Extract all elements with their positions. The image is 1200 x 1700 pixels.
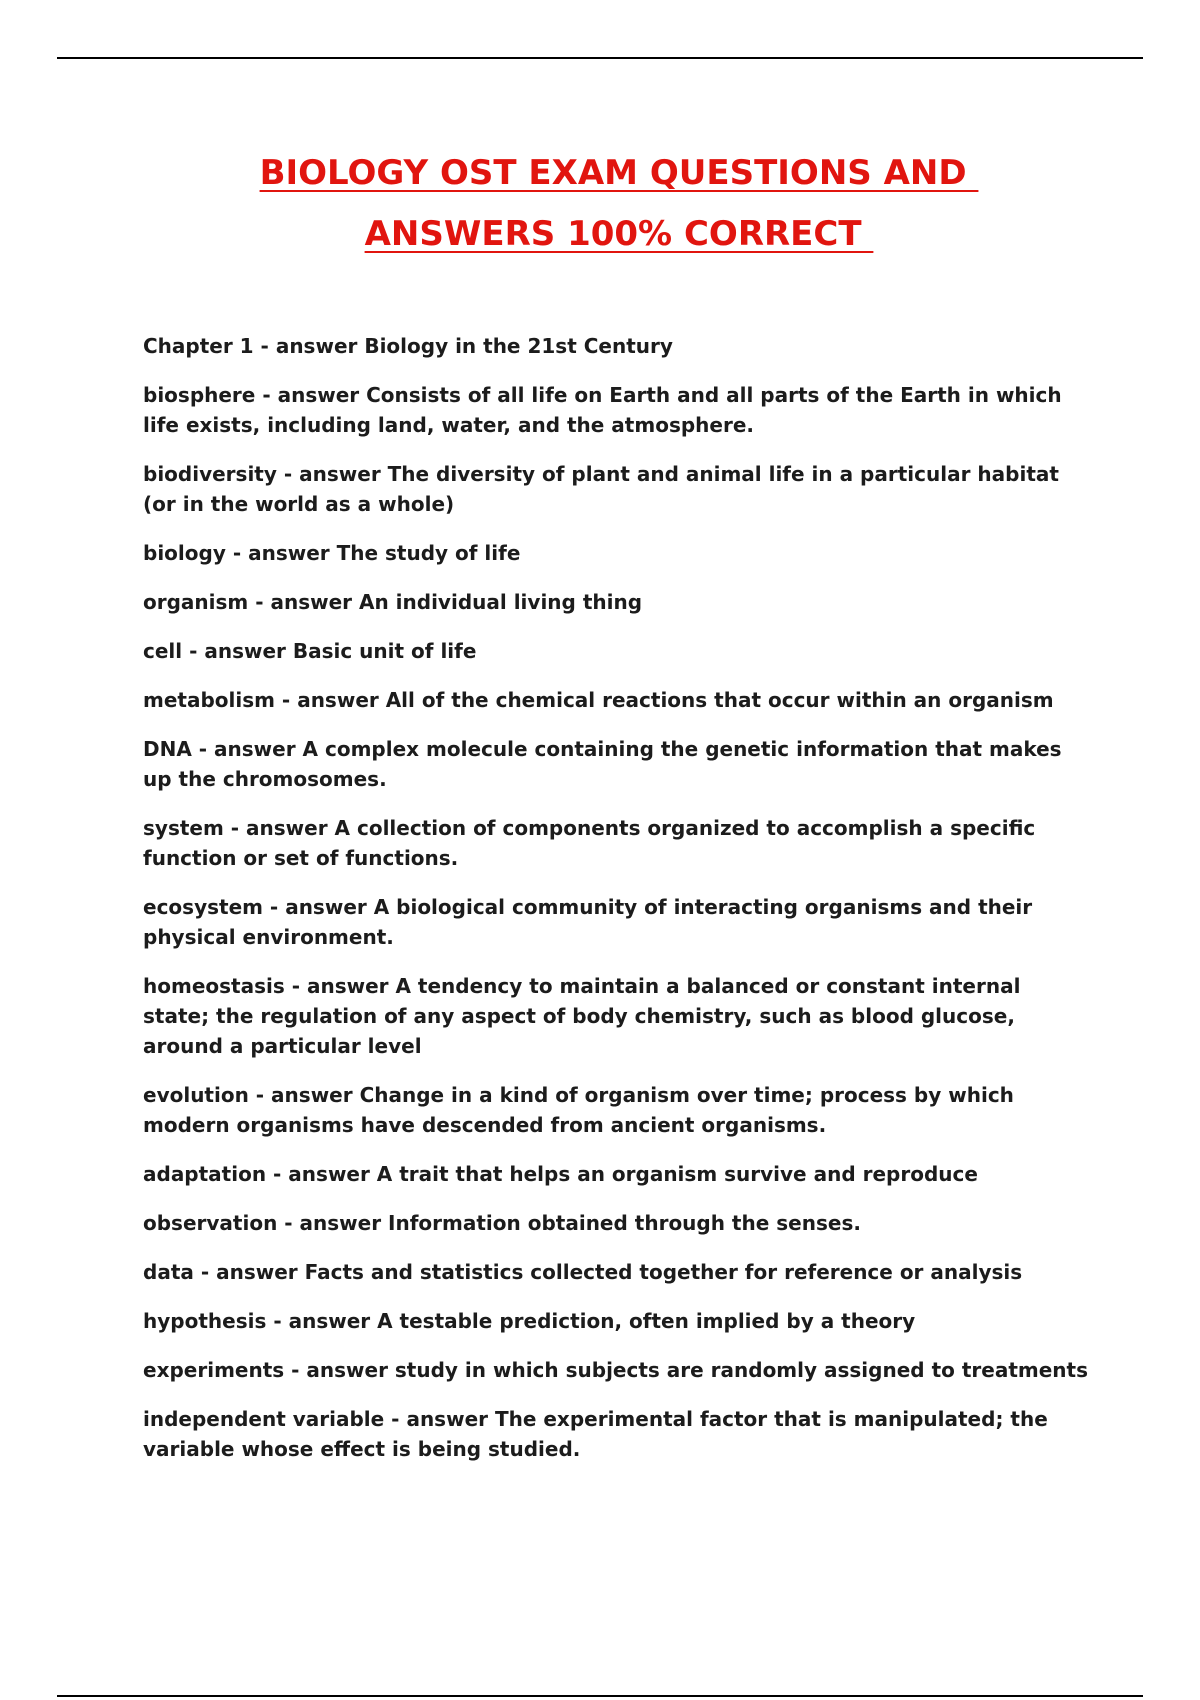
qa-entry-biodiversity: biodiversity - answer The diversity of plant and animal life in a particular habitat (or in the world as a whole)	[143, 462, 1059, 516]
qa-entry-metabolism: metabolism - answer All of the chemical reactions that occur within an organism	[143, 688, 1054, 712]
qa-entry-hypothesis: hypothesis - answer A testable prediction, often implied by a theory	[143, 1309, 916, 1333]
title-line-1: BIOLOGY OST EXAM QUESTIONS AND	[259, 153, 979, 193]
qa-entry-evolution: evolution - answer Change in a kind of organism over time; process by which modern organisms have descended from ancient organisms.	[143, 1083, 1014, 1137]
qa-entry-observation: observation - answer Information obtained through the senses.	[143, 1211, 861, 1235]
qa-entry-biology: biology - answer The study of life	[143, 541, 521, 565]
qa-entry-system: system - answer A collection of components organized to accomplish a specific function or set of functions.	[143, 816, 1036, 870]
qa-entry-dna: DNA - answer A complex molecule containing the genetic information that makes up the chromosomes.	[143, 737, 1062, 791]
qa-entry-cell: cell - answer Basic unit of life	[143, 639, 477, 663]
document-title	[0, 143, 1200, 265]
qa-entry-chapter: Chapter 1 - answer Biology in the 21st Century	[143, 334, 673, 358]
qa-entry-experiments: experiments - answer study in which subjects are randomly assigned to treatments	[143, 1358, 1088, 1382]
qa-entry-data: data - answer Facts and statistics collected together for reference or analysis	[143, 1260, 1023, 1284]
bottom-rule	[57, 1695, 1143, 1697]
qa-entry-independent-variable: independent variable - answer The experimental factor that is manipulated; the variable whose effect is being studied.	[143, 1407, 1048, 1461]
qa-entry-biosphere: biosphere - answer Consists of all life on Earth and all parts of the Earth in which life exists, including land, water, and the atmosphere.	[143, 383, 1062, 437]
title-line-2: ANSWERS 100% CORRECT	[364, 214, 874, 254]
qa-entry-adaptation: adaptation - answer A trait that helps an organism survive and reproduce	[143, 1162, 978, 1186]
top-rule	[57, 57, 1143, 59]
qa-entry-homeostasis: homeostasis - answer A tendency to maintain a balanced or constant internal state; the regulation of any aspect of body chemistry, such as blood glucose, around a particular level	[143, 974, 1021, 1058]
qa-entry-organism: organism - answer An individual living thing	[143, 590, 643, 614]
qa-list	[143, 331, 1093, 1483]
qa-entry-ecosystem: ecosystem - answer A biological community of interacting organisms and their physical environment.	[143, 895, 1033, 949]
